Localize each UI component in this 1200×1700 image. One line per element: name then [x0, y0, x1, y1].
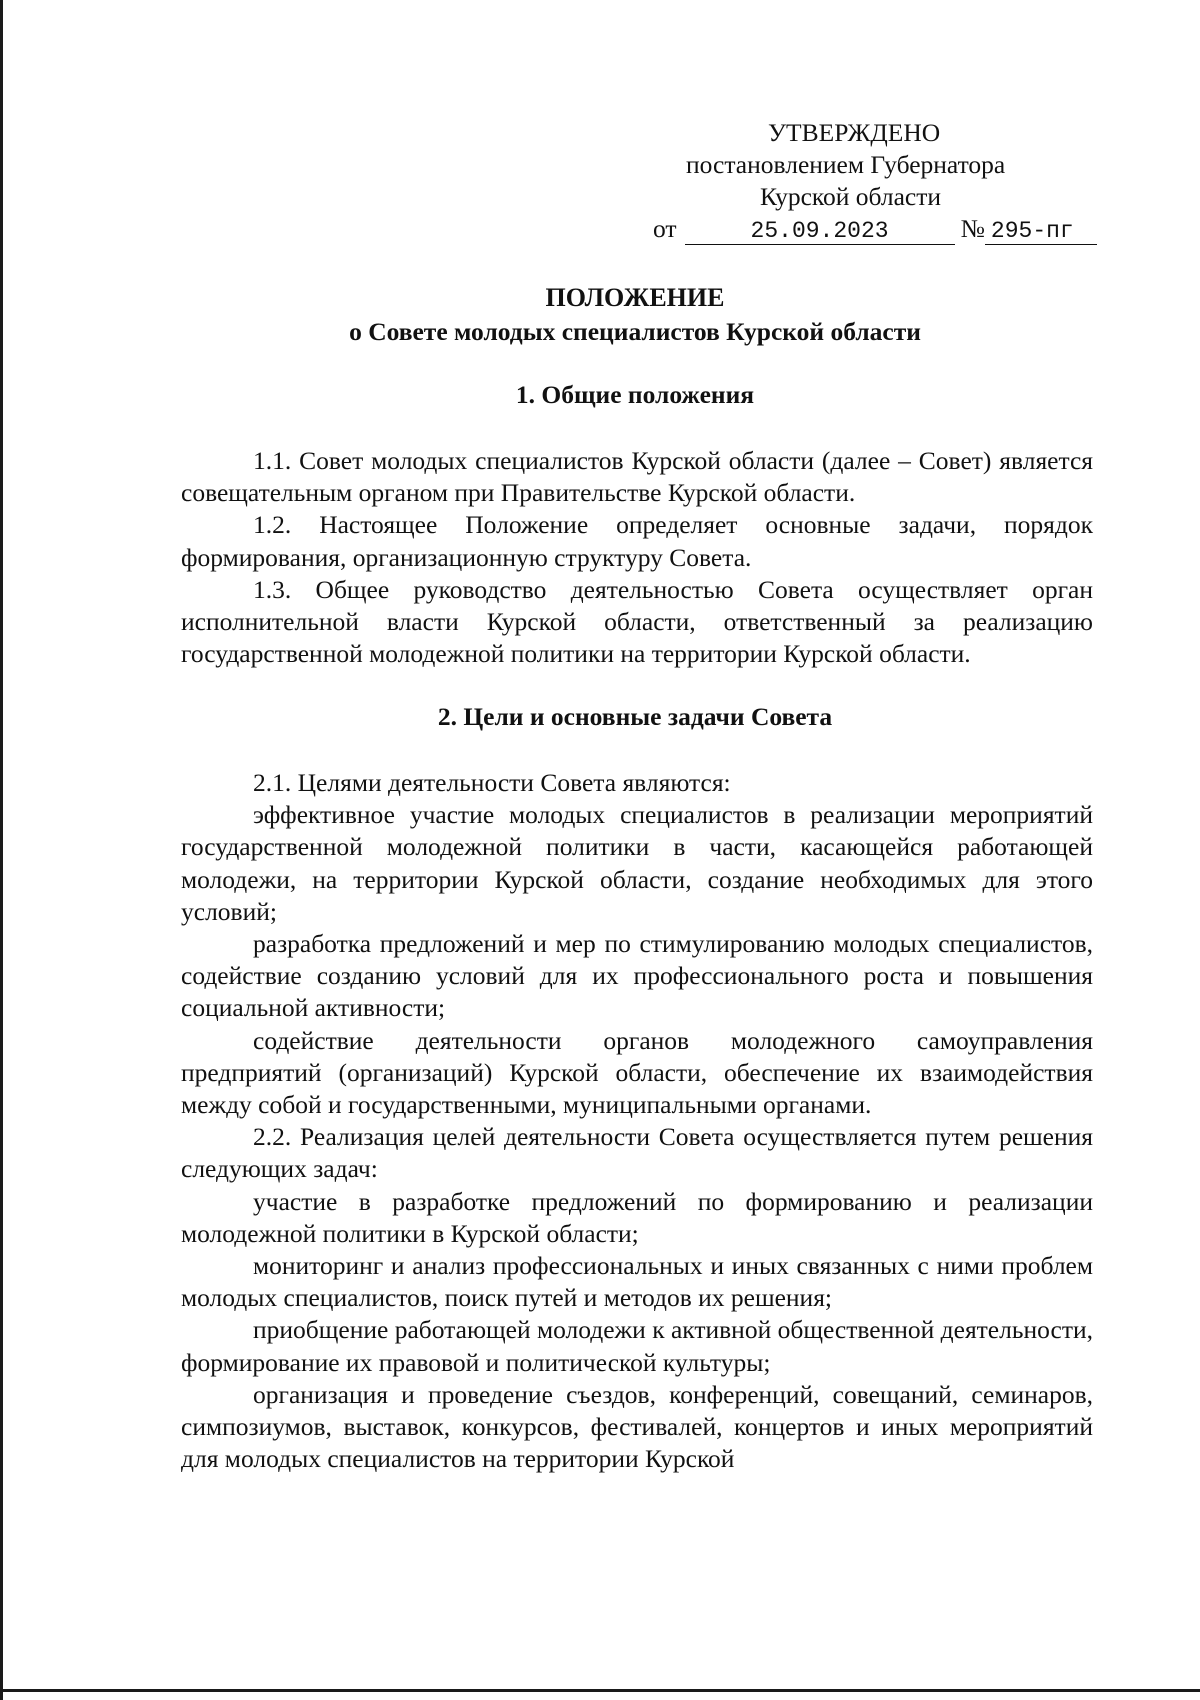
paragraph: участие в разработке предложений по формированию и реализации молодежной политики в Курской области;	[181, 1186, 1093, 1248]
approval-region: Курской области	[760, 182, 942, 211]
approval-title: УТВЕРЖДЕНО	[768, 118, 941, 147]
paragraph: организация и проведение съездов, конференций, совещаний, семинаров, симпозиумов, выставок, конкурсов, фестивалей, концертов и иных мероприятий для молодых специалистов на территории Курской	[181, 1379, 1093, 1474]
approval-stamp	[600, 117, 1140, 245]
document-title: ПОЛОЖЕНИЕ	[545, 283, 725, 312]
date-label: от	[653, 214, 677, 243]
paragraph: 2.1. Целями деятельности Совета являются:	[253, 768, 731, 797]
number-label: №	[960, 214, 985, 243]
scan-left-border	[0, 0, 3, 1700]
paragraph: 2.2. Реализация целей деятельности Совета осуществляется путем решения следующих задач:	[181, 1122, 1093, 1184]
paragraph: приобщение работающей молодежи к активной общественной деятельности, формирование их правовой и политической культуры;	[181, 1315, 1093, 1377]
paragraph: содействие деятельности органов молодежного самоуправления предприятий (организаций) Курской области, обеспечение их взаимодействия между собой и государственными, муниципальными органами.	[181, 1025, 1093, 1120]
section-body	[181, 445, 1093, 670]
approval-number: 295-пг	[985, 218, 1097, 245]
paragraph: разработка предложений и мер по стимулированию молодых специалистов, содействие созданию условий для их профессионального роста и повышения социальной активности;	[181, 929, 1093, 1023]
section-heading: 2. Цели и основные задачи Совета	[437, 702, 833, 731]
paragraph: 1.1. Совет молодых специалистов Курской области (далее – Совет) является совещательным органом при Правительстве Курской области.	[181, 446, 1093, 508]
paragraph: 1.3. Общее руководство деятельностью Совета осуществляет орган исполнительной власти Курской области, ответственный за реализацию государственной молодежной политики на территории Курской области.	[181, 574, 1093, 669]
paragraph: 1.2. Настоящее Положение определяет основные задачи, порядок формирования, организационную структуру Совета.	[181, 510, 1093, 572]
section-body	[181, 767, 1093, 1475]
approval-issuer: постановлением Губернатора	[686, 150, 1006, 179]
approval-date: 25.09.2023	[685, 218, 955, 245]
scan-bottom-border	[0, 1689, 1200, 1692]
document-subtitle: о Совете молодых специалистов Курской области	[349, 317, 921, 346]
paragraph: мониторинг и анализ профессиональных и иных связанных с ними проблем молодых специалистов, поиск путей и методов их решения;	[181, 1251, 1093, 1313]
approval-date-line	[600, 213, 1140, 245]
section-heading: 1. Общие положения	[515, 380, 755, 409]
paragraph: эффективное участие молодых специалистов в реализации мероприятий государственной молодежной политики в части, касающейся работающей молодежи, на территории Курской области, создание необходимых для этого условий;	[181, 800, 1093, 926]
